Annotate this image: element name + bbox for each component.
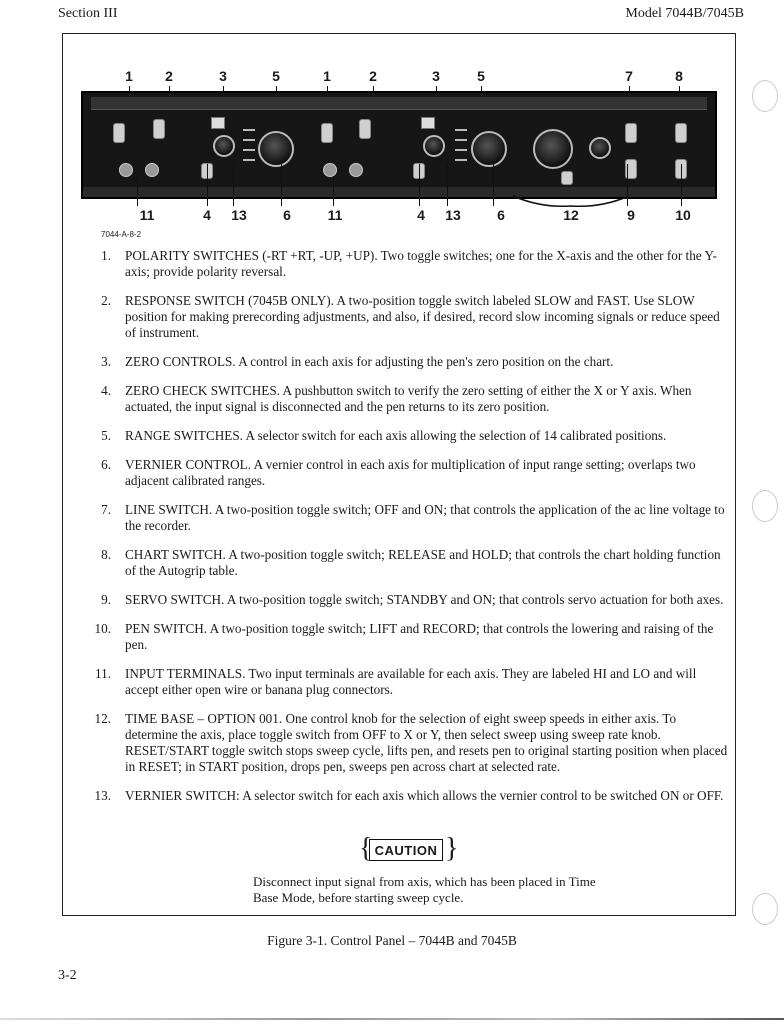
control-descriptions (77, 248, 729, 817)
callout-top-2: 2 (165, 68, 173, 84)
section-label: Section III (58, 6, 118, 21)
polarity-switch-y (321, 123, 333, 143)
zero-control-x (213, 135, 235, 157)
callout-bot-11: 11 (139, 207, 155, 223)
callout-top-3: 3 (219, 68, 227, 84)
range-switch-y (471, 131, 507, 167)
callout-top-1b: 1 (323, 68, 331, 84)
range-switch-x (258, 131, 294, 167)
bottom-rule (0, 1018, 784, 1020)
callout-bot-4: 4 (203, 207, 211, 223)
caution-banner: { CAUTION } (359, 833, 459, 864)
list-item: 1. POLARITY SWITCHES (-RT +RT, -UP, +UP). Two toggle switches; one for the X-axis and the other for the Y-axis; provide polarity reversal. (101, 248, 717, 279)
callout-top-7: 7 (625, 68, 633, 84)
response-switch-x (153, 119, 165, 139)
callout-top-5b: 5 (477, 68, 485, 84)
figure-frame (62, 33, 736, 916)
page-number: 3-2 (58, 968, 77, 983)
zero-control-y (423, 135, 445, 157)
callout-bot-12: 12 (563, 207, 579, 223)
list-item: 8. CHART SWITCH. A two-position toggle switch; RELEASE and HOLD; that controls the chart holding function of the Autogrip table. (101, 547, 721, 578)
timebase-axis-switch (589, 137, 611, 159)
callout-bot-13b: 13 (445, 207, 461, 223)
input-terminal-y-hi (323, 163, 337, 177)
figure-caption: Figure 3-1. Control Panel – 7044B and 7045B (267, 933, 517, 948)
callout-bot-6b: 6 (497, 207, 505, 223)
line-switch (625, 123, 637, 143)
callout-top-5: 5 (272, 68, 280, 84)
list-item: 11. INPUT TERMINALS. Two input terminals are available for each axis. They are labeled HI and LO and will accept either open wire or banana plug connectors. (95, 666, 697, 697)
list-item: 12. TIME BASE – OPTION 001. One control knob for the selection of eight sweep speeds in either axis. To determine the axis, place toggle switch from OFF to X or Y, then select sweep using sweep rate knob. RESET/START toggle switch stops sweep cycle, lifts pen, and resets pen to original starting position when placed in RESET; in START position, drops pen, sweeps pen across chart at selected rate. (94, 711, 728, 774)
list-item: 13. VERNIER SWITCH: A selector switch for each axis which allows the vernier control to be switched ON or OFF. (94, 788, 724, 803)
sweep-rate-knob (533, 129, 573, 169)
binder-hole (752, 80, 778, 112)
y-axis-badge (421, 117, 435, 129)
list-item: 10. PEN SWITCH. A two-position toggle switch; LIFT and RECORD; that controls the lowering and raising of the pen. (94, 621, 714, 652)
callout-top-8: 8 (675, 68, 683, 84)
polarity-switch-x (113, 123, 125, 143)
callout-bot-11b: 11 (327, 207, 343, 223)
list-item: 3. ZERO CONTROLS. A control in each axis for adjusting the pen's zero position on the chart. (101, 354, 614, 369)
list-item: 4. ZERO CHECK SWITCHES. A pushbutton switch to verify the zero setting of either the X or Y axis. When actuated, the input signal is disconnected and the pen returns to its zero position. (101, 383, 692, 414)
list-item: 6. VERNIER CONTROL. A vernier control in each axis for multiplication of input range setting; overlaps two adjacent calibrated ranges. (101, 457, 696, 488)
caution-label: CAUTION (369, 839, 443, 861)
callout-bot-6: 6 (283, 207, 291, 223)
control-panel (81, 91, 717, 199)
input-terminal-x-lo (145, 163, 159, 177)
binder-hole (752, 490, 778, 522)
callout-top-1: 1 (125, 68, 133, 84)
chart-switch (675, 123, 687, 143)
list-item: 7. LINE SWITCH. A two-position toggle switch; OFF and ON; that controls the application of the ac line voltage to the recorder. (101, 502, 725, 533)
x-axis-badge (211, 117, 225, 129)
callout-top-2b: 2 (369, 68, 377, 84)
input-terminal-x-hi (119, 163, 133, 177)
control-panel-illustration (81, 56, 717, 241)
reset-start-switch (561, 171, 573, 185)
callout-bot-9: 9 (627, 207, 635, 223)
list-item: 9. SERVO SWITCH. A two-position toggle switch; STANDBY and ON; that controls servo actuation for both axes. (101, 592, 724, 607)
callout-bot-4b: 4 (417, 207, 425, 223)
model-label: Model 7044B/7045B (625, 6, 744, 21)
callout-bot-13: 13 (231, 207, 247, 223)
figure-code: 7044-A-8-2 (101, 230, 142, 239)
response-switch-y (359, 119, 371, 139)
callout-top-3b: 3 (432, 68, 440, 84)
list-item: 5. RANGE SWITCHES. A selector switch for each axis allowing the selection of 14 calibrated positions. (101, 428, 667, 443)
list-item: 2. RESPONSE SWITCH (7045B ONLY). A two-position toggle switch labeled SLOW and FAST. Use SLOW position for making prerecording adjustments, and also, if desired, record slow incoming signals or reduce speed of instrument. (101, 293, 720, 340)
input-terminal-y-lo (349, 163, 363, 177)
callout-bot-10: 10 (675, 207, 691, 223)
binder-hole (752, 893, 778, 925)
caution-text: Disconnect input signal from axis, which has been placed in Time Base Mode, before starting sweep cycle. (253, 874, 596, 905)
